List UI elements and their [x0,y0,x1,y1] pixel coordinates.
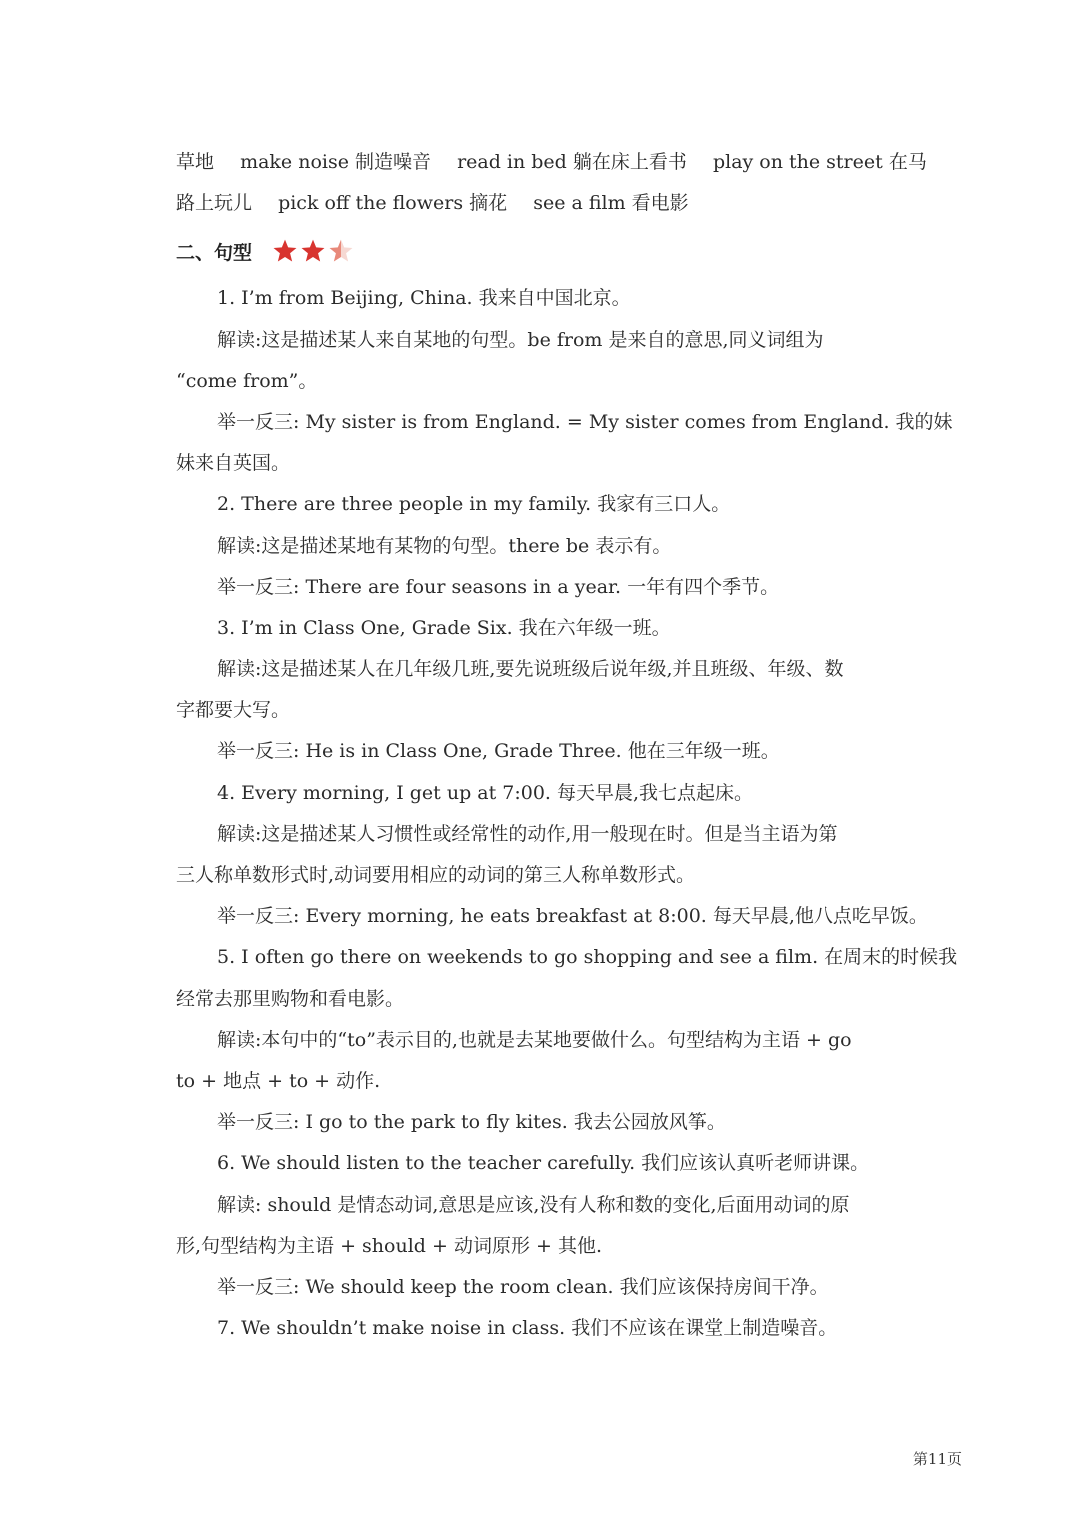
star-icon [272,238,298,264]
vocab-en: pick off the flowers [278,192,464,215]
vocab-zh: 制造噪音 [355,151,432,173]
text-line: to + 地点 + to + 动作. [176,1069,381,1092]
text-line: 举一反三: Every morning, he eats breakfast at 8:00. 每天早晨,他八点吃早饭。 [217,905,928,928]
page-content [176,142,958,1349]
vocab-zh: 看电影 [631,192,689,215]
vocab-text: 草地 [176,151,215,173]
text-line: 解读: should 是情态动词,意思是应该,没有人称和数的变化,后面用动词的原 [217,1193,850,1216]
text-line: 3. I’m in Class One, Grade Six. 我在六年级一班。 [217,616,671,639]
text-line: 解读:这是描述某人在几年级几班,要先说班级后说年级,并且班级、年级、数 [217,658,844,681]
vocab-en: play on the street [712,151,883,173]
text-line: 6. We should listen to the teacher carefully. 我们应该认真听老师讲课。 [217,1152,870,1175]
text-line: 1. I’m from Beijing, China. 我来自中国北京。 [217,287,631,310]
text-line: 经常去那里购物和看电影。 [176,987,405,1010]
vocab-line-1 [176,142,927,183]
text-line: 举一反三: My sister is from England. = My sister comes from England. 我的妹 [217,410,953,433]
star-icon [300,238,326,264]
half-star-icon [328,238,354,264]
text-line: 解读:本句中的“to”表示目的,也就是去某地要做什么。句型结构为主语 + go [217,1028,852,1051]
star-rating [272,238,354,264]
vocab-zh: 在马 [888,151,927,173]
vocab-en: read in bed [457,151,567,173]
text-line: 举一反三: We should keep the room clean. 我们应该保持房间干净。 [217,1275,829,1298]
vocab-en: make noise [240,151,349,173]
text-line: “come from”。 [176,369,318,392]
text-line: 妹来自英国。 [176,452,291,475]
section-title: 二、句型 [176,241,253,264]
text-line: 形,句型结构为主语 + should + 动词原形 + 其他. [176,1234,602,1257]
vocab-en: see a film [533,192,626,215]
vocab-zh: 躺在床上看书 [572,151,687,173]
text-line: 解读:这是描述某人来自某地的句型。be from 是来自的意思,同义词组为 [217,328,824,351]
vocab-line-2 [176,183,906,224]
text-line: 举一反三: He is in Class One, Grade Three. 他在三年级一班。 [217,740,780,763]
vocab-zh: 摘花 [469,192,508,215]
text-line: 解读:这是描述某地有某物的句型。there be 表示有。 [217,534,672,557]
text-line: 7. We shouldn’t make noise in class. 我们不应该在课堂上制造噪音。 [217,1317,838,1340]
page-number: 第11页 [912,1450,962,1468]
section-heading [176,224,906,278]
text-line: 解读:这是描述某人习惯性或经常性的动作,用一般现在时。但是当主语为第 [217,822,838,845]
text-line: 三人称单数形式时,动词要用相应的动词的第三人称单数形式。 [176,864,696,886]
text-line: 举一反三: I go to the park to fly kites. 我去公园放风筝。 [217,1111,726,1134]
text-line: 字都要大写。 [176,699,291,722]
text-line: 5. I often go there on weekends to go shopping and see a film. 在周末的时候我 [217,946,958,969]
text-line: 4. Every morning, I get up at 7:00. 每天早晨,我七点起床。 [217,781,754,804]
text-line: 举一反三: There are four seasons in a year. 一年有四个季节。 [217,575,780,598]
vocab-text: 路上玩儿 [176,192,253,215]
text-line: 2. There are three people in my family. 我家有三口人。 [217,493,731,516]
